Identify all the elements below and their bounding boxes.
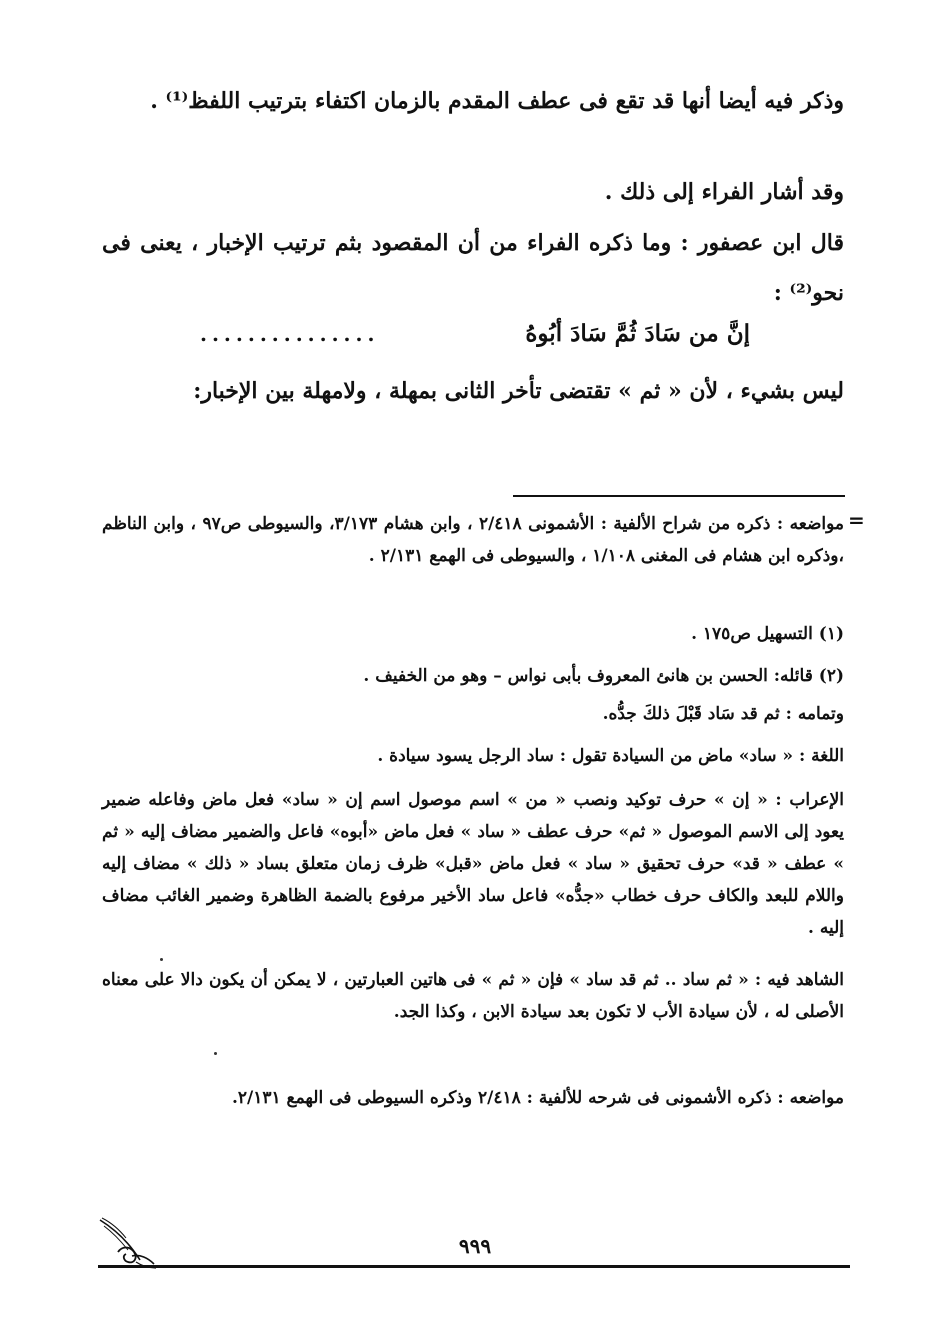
print-speck [160, 958, 163, 961]
footnote-continuation-marker: = [848, 508, 865, 532]
main-paragraph-4: ليس بشيء ، لأن « ثم » تقتضى تأخر الثانى بمهلة ، ولامهلة بين الإخبار: [193, 378, 844, 404]
footer-rule [98, 1265, 850, 1268]
poetry-verse [200, 316, 750, 364]
footnote-1: (١) التسهيل ص١٧٥ . [691, 624, 844, 644]
main-paragraph-2: وقد أشار الفراء إلى ذلك . [604, 179, 844, 205]
verse-dots-placeholder: ............... [200, 322, 380, 346]
print-speck [214, 1052, 217, 1055]
page-number: ٩٩٩ [458, 1234, 492, 1258]
footnote-continuation: مواضعه : ذكره من شراح الألفية : الأشمونى ٢/٤١٨ ، وابن هشام ٣/١٧٣، والسيوطى ص٩٧ ، وابن الناظم ،وذكره ابن هشام فى المغنى ١/١٠٨ ، والسيوطى فى الهمع ٢/١٣١ . [102, 514, 844, 566]
footnote-mawadiuh: مواضعه : ذكره الأشمونى فى شرحه للألفية : ٢/٤١٨ وذكره السيوطى فى الهمع ٢/١٣١. [231, 1088, 844, 1108]
verse-first-hemistich: إنَّ من سَادَ ثُمَّ سَادَ أبُوهُ [525, 320, 750, 347]
footnote-shahid: الشاهد فيه : « ثم ساد .. ثم قد ساد » فإن « ثم » فى هاتين العبارتين ، لا يمكن أن يكون دالا على معناه الأصلى له ، لأن سيادة الأب لا تكون بعد سيادة الابن ، وكذا الجد. [102, 970, 844, 1022]
footnote-2: (٢) قائله: الحسن بن هانئ المعروف بأبى نواس – وهو من الخفيف . [363, 666, 844, 686]
footnote-verse-completion: وتمامه : ثم قد سَاد قَبْلَ ذلكَ جدُّه. [602, 704, 844, 724]
footnote-separator [513, 495, 845, 497]
main-paragraph-3: قال ابن عصفور : وما ذكره الفراء من أن المقصود بثم ترتيب الإخبار ، يعنى فى نحو⁽²⁾ : [102, 230, 844, 306]
main-paragraph-1: وذكر فيه أيضا أنها قد تقع فى عطف المقدم بالزمان اكتفاء بترتيب اللفظ⁽¹⁾ . [150, 88, 844, 114]
footnote-lugha: اللغة : « ساد» ماض من السيادة تقول : ساد الرجل يسود سيادة . [377, 746, 844, 766]
quill-pen-icon [96, 1212, 160, 1272]
footnote-irab: الإعراب : « إن » حرف توكيد ونصب « من » اسم موصول اسم إن « ساد» فعل ماض وفاعله ضمير يعود إلى الاسم الموصول « ثم» حرف عطف « ساد » فعل ماض «أبوه» فاعل والضمير مضاف إليه « ثم » عطف « قد» حرف تحقيق « ساد » فعل ماض «قبل» ظرف زمان متعلق بساد « ذلك » مضاف إليه واللام للبعد والكاف حرف خطاب «جدُّه» فاعل ساد الأخير مرفوع بالضمة الظاهرة وضمير الغائب مضاف إليه . [102, 790, 844, 938]
